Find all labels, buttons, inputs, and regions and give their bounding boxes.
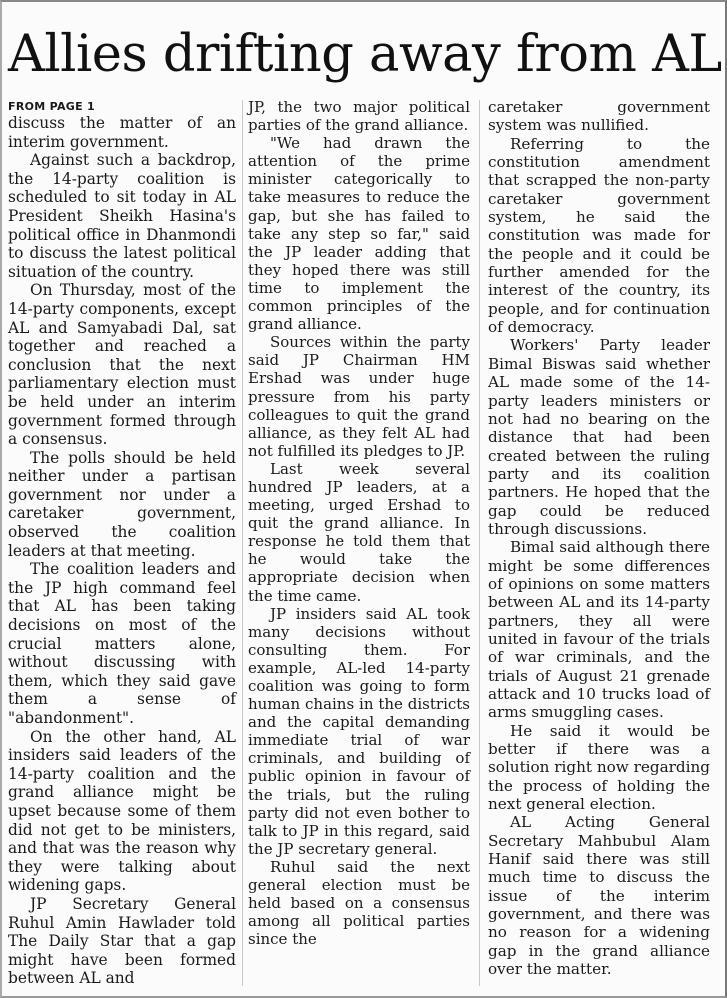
paragraph: Bimal said although there might be some differences of opinions on some matters between AL and its 14-party partners, they all were united in favour of the trials of war criminals, and the trials of August 21 grenade attack and 10 trucks load of arms smuggling cases. — [488, 538, 710, 722]
headline: Allies drifting away from AL — [8, 25, 722, 84]
paragraph: JP Secretary General Ruhul Amin Hawlader told The Daily Star that a gap might have been formed between AL and — [8, 894, 236, 988]
paragraph: Ruhul said the next general election must be held based on a consensus among all political parties since the — [248, 857, 470, 949]
paragraph: caretaker government system was nullified. — [488, 98, 710, 135]
paragraph: The polls should be held neither under a partisan government nor under a caretaker government, observed the coalition leaders at that meeting. — [8, 448, 236, 560]
paragraph: Last week several hundred JP leaders, at a meeting, urged Ershad to quit the grand alliance. In response he told them that he would take the appropriate decision when the time came. — [248, 459, 470, 605]
paragraph: He said it would be better if there was a solution right now regarding the process of holding the next general election. — [488, 721, 710, 814]
paragraph: Referring to the constitution amendment that scrapped the non-party caretaker government system, he said the constitution was made for the people and it could be further amended for the interest of the country, its people, and for continuation of democracy. — [488, 134, 710, 337]
paragraph: Sources within the party said JP Chairman HM Ershad was under huge pressure from his party colleagues to quit the grand alliance, as they felt AL had not fulfilled its pledges to JP. — [248, 333, 470, 460]
paragraph: Against such a backdrop, the 14-party coalition is scheduled to sit today in AL President Sheikh Hasina's political office in Dhanmondi to discuss the latest political situation of the country. — [8, 151, 236, 281]
paragraph: "We had drawn the attention of the prime minister categorically to take measures to reduce the gap, but she has failed to take any step so far," said the JP leader adding that they hoped there was still time to implement the common principles of the grand alliance. — [248, 134, 470, 334]
paragraph: On the other hand, AL insiders said leaders of the 14-party coalition and the grand alliance might be upset because some of them did not get to be ministers, and that was the reason why they were talking about widening gaps. — [8, 727, 236, 895]
paragraph: JP, the two major political parties of the grand alliance. — [248, 98, 470, 135]
article-column-2 — [248, 98, 470, 948]
paragraph: On Thursday, most of the 14-party components, except AL and Samyabadi Dal, sat together and reached a conclusion that the next parliamentary election must be held under an interim government formed through a consensus. — [8, 281, 236, 449]
column-divider — [242, 100, 243, 986]
page-kicker: FROM PAGE 1 — [8, 100, 96, 113]
paragraph: JP insiders said AL took many decisions without consulting them. For example, AL-led 14-party coalition was going to form human chains in the districts and the capital demanding immediate trial of war criminals, and building of public opinion in favour of the trials, but the ruling party did not even bother to talk to JP in this regard, said the JP secretary general. — [248, 604, 470, 858]
paragraph: The coalition leaders and the JP high command feel that AL has been taking decisions on most of the crucial matters alone, without discussing with them, which they said gave them a sense of "abandonment". — [8, 560, 236, 727]
paragraph: Workers' Party leader Bimal Biswas said whether AL made some of the 14-party leaders ministers or not had no bearing on the distance that had been created between the ruling party and its coalition partners. He hoped that the gap could be reduced through discussions. — [488, 336, 710, 538]
column-divider — [479, 100, 480, 986]
article-column-1 — [8, 98, 236, 988]
paragraph: discuss the matter of an interim government. — [8, 114, 236, 151]
paragraph: AL Acting General Secretary Mahbubul Alam Hanif said there was still much time to discuss the issue of the interim government, and there was no reason for a widening gap in the grand alliance over the matter. — [488, 813, 710, 979]
article-column-3 — [488, 98, 710, 979]
